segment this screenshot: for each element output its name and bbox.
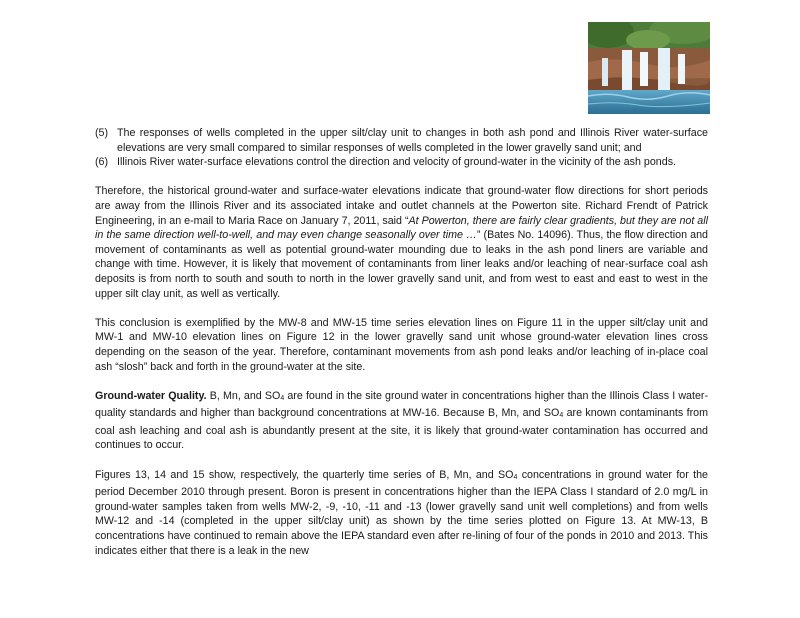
document-body [95,126,708,558]
list-item [95,126,708,155]
paragraph-ground-water-quality: Ground-water Quality. B, Mn, and $SO_4$ are found in the site ground water in concentrations higher than the Illinois Class I water-quality standards and higher than background concentrations at MW-16. Because B, Mn, and $SO_4$ are known contaminants from coal ash leaching and coal ash is abundantly present at the site, it is likely that ground-water contamination has occurred and continues to occur. [95,389,709,452]
quote-text: At Powerton, there are fairly clear gradients, but they are not all in the same direction well-to-well, and may even change seasonally over time … [95,214,708,242]
section-heading: Ground-water Quality. [95,389,207,402]
list-number: (5) [95,127,109,139]
waterfall-logo-image [588,22,710,114]
paragraph-gradients [95,184,708,301]
list-number: (6) [95,156,109,169]
paragraph-text: Therefore, the historical ground-water and surface-water elevations indicate that ground-water flow directions for short periods are away from the Illinois River and its associated intake and outlet channels at the Powerton site. Richard Frendt of Patrick Engineering, in an e-mail to Maria Race on January 7, 2011, said “ [95,185,708,227]
paragraph-figures: Figures 13, 14 and 15 show, respectively, the quarterly time series of B, Mn, and $SO_4$ concentrations in ground water for the period December 2010 through present. Boron is present in concentrations higher than the IEPA Class I standard of 2.0 mg/L in ground-water samples taken from wells MW-2, -9, -10, -11 and -13 (lower gravelly sand unit well completions) and from wells MW-12 and -14 (completed in the upper silt/clay unit) as shown by the time series plotted on Figure 13. At MW-13, B concentrations have continued to remain above the IEPA standard even after re-lining of four of the ponds in 2010 and 2013. This indicates either that there is a leak in the new [95,468,709,557]
paragraph-conclusion: This conclusion is exemplified by the MW-8 and MW-15 time series elevation lines on Figure 11 in the upper silt/clay unit and MW-1 and MW-10 elevation lines on Figure 12 in the lower gravelly sand unit whose ground-water elevation lines cross depending on the season of the year. Therefore, contaminant movements from ash pond leaks and/or leaching of in-place coal ash “slosh” back and forth in the ground-water at the site. [95,316,708,373]
list-item [95,155,708,170]
list-text: The responses of wells completed in the upper silt/clay unit to changes in both ash pond and Illinois River water-surface elevations are very small compared to similar responses of wells completed in the lower gravelly sand unit; and [117,127,708,154]
paragraph-text: ” (Bates No. 14096). Thus, the flow direction and movement of contaminants as well as potential ground-water mounding due to leaks in the ash pond liners are variable and change with time. However, it is likely that movement of contaminants from liner leaks and/or leaching of near-surface coal ash deposits is from north to south and south to north in the lower gravelly sand unit, and from west to east and east to west in the upper silt clay unit, as well as vertically. [95,229,708,300]
list-text: Illinois River water-surface elevations control the direction and velocity of ground-water in the vicinity of the ash ponds. [117,156,677,169]
